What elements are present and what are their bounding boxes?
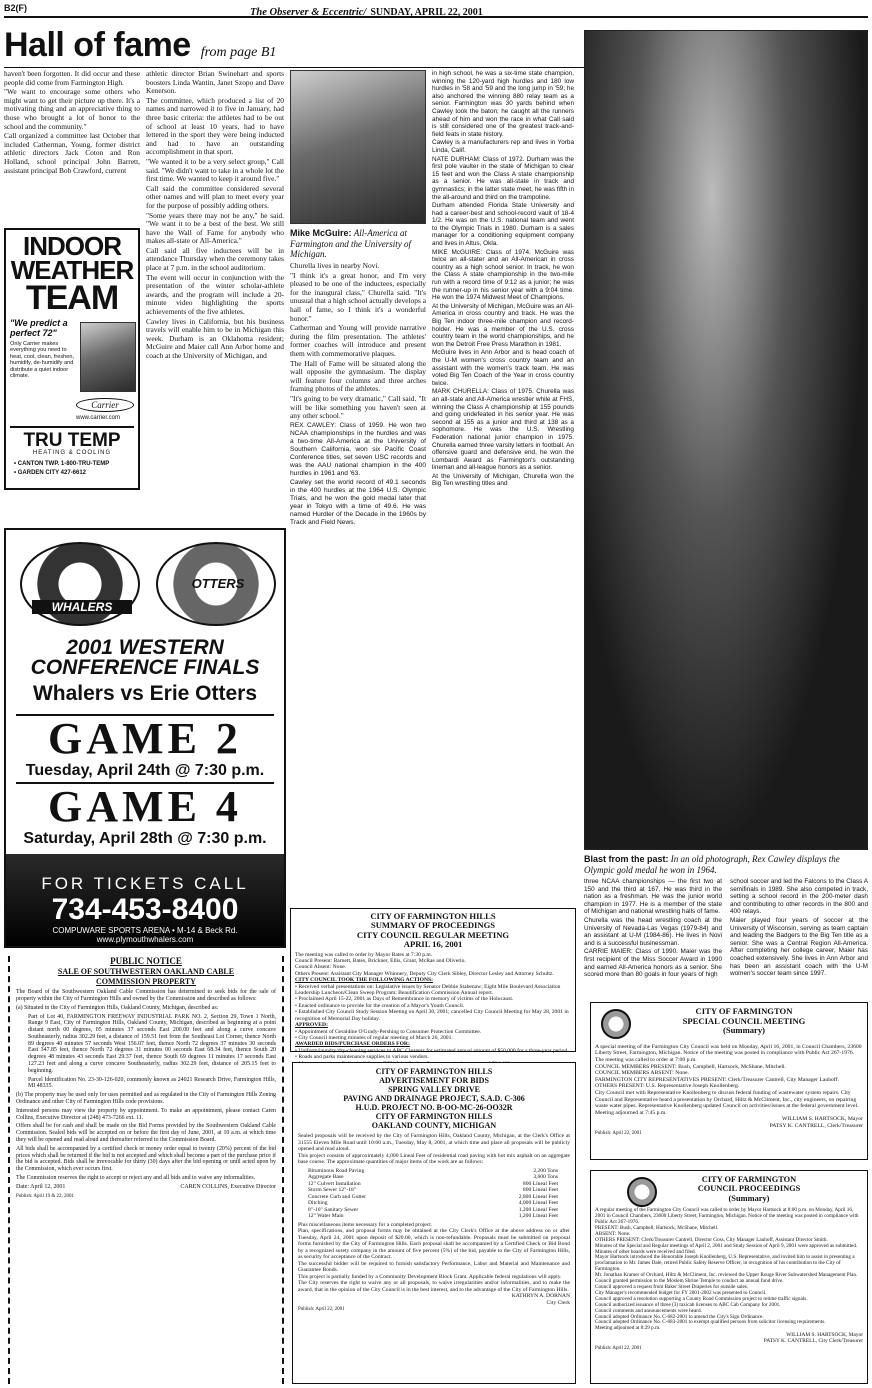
publish-date: Publish: April 19 & 22, 2001 xyxy=(16,1193,75,1199)
mcguire-photo xyxy=(290,70,426,224)
notice-line: Council Present: Barnett, Bates, Brickner, Ellis, Grant, McRae and Oliverio. xyxy=(295,958,466,965)
notice-title xyxy=(625,1007,863,1036)
notice-line: Minutes of other boards were received and filed. xyxy=(595,1248,696,1255)
notice-line: PRESENT: Bush, Campbell, Hartsock, McShane, Mitchell. xyxy=(595,1224,719,1231)
notice-body xyxy=(595,1044,863,1117)
ad-website[interactable]: www.plymouthwhalers.com xyxy=(96,935,194,944)
tickets-phone[interactable]: 734-453-8400 xyxy=(51,893,239,926)
publish-date: Publish: April 22, 2001 xyxy=(298,1307,345,1312)
paragraph: three NCAA championships — the first two at 150 and the third at 167. He was third in the nation as a freshman. He was the junior world champion in 1977. He is a member of the state of Michigan and national wrestling halls of fame. xyxy=(584,878,722,916)
mcguire-caption xyxy=(290,228,426,260)
notice-line: CITY COUNCIL TOOK THE FOLLOWING ACTIONS: xyxy=(295,977,433,984)
notice-line: The meeting was called to order at 7:00 p.m. xyxy=(595,1056,697,1063)
notice-line: Interested persons may view the property by appointment. To make an appointment, please contact Caren Collins, Executive Director at (248) 473-7266 ext. 11. xyxy=(16,1107,276,1121)
bids-advertisement-notice xyxy=(292,1062,576,1384)
notice-line: Council approved a resolution supporting a County Road Commission project to retime traffic signals. xyxy=(595,1295,808,1302)
whalers-ad[interactable] xyxy=(4,528,286,948)
paragraph: MIKE McGUIRE: Class of 1974. McGuire was twice an all-stater and an All-American in cross country as a high school senior. In track, he won the Class A state championship in the two-mile run with a record time of 9:12 as a junior; he was the runner-up in his senior year with a 9:04 time. He won the 1974 Midwest Meet of Champions. xyxy=(432,248,574,302)
notice-title-line: SPRING VALLEY DRIVE xyxy=(388,1085,480,1094)
story-column-5 xyxy=(584,878,722,980)
ad-address: • CANTON TWP. 1-800-TRU-TEMP xyxy=(14,461,110,467)
game-2-banner xyxy=(16,714,274,780)
quantity-item: 8"-10" Sanitary Sewer xyxy=(308,1206,359,1213)
notice-line: Council adopted Ordinance No. C-682-2001 to amend the City's Sign Ordinance. xyxy=(595,1313,764,1320)
notice-line: (a) Situated in the City of Farmington Hills, Oakland County, Michigan, described as: xyxy=(16,1004,219,1011)
ticket-panel[interactable] xyxy=(6,854,284,946)
quantity-value: 1,200 Lineal Feet xyxy=(518,1213,558,1219)
game-2-date: Tuesday, April 24th @ 7:30 p.m. xyxy=(25,762,265,779)
paragraph: Call said all five inductees will be in attendance Thursday when the ceremony takes place at 7 p.m. in the school auditorium. xyxy=(146,245,284,273)
tickets-label: FOR TICKETS CALL xyxy=(41,874,249,893)
paragraph: REX CAWLEY: Class of 1959. He won two NCAA championships in the hurdles and was a two-time All-America at the University of Southern California, won six Pacific Coast Conference titles, set seven USC records and was the AAU national champion in the 400 hurdles in 1961 and '63. xyxy=(290,421,426,477)
game-4-banner xyxy=(16,782,274,848)
paragraph: The Hall of Fame will be situated along the wall opposite the gymnasium. The display will feature four columns and three arches framing photos of the athletes. xyxy=(290,358,426,394)
notice-line: The meeting was called to order by Mayor Bates at 7:30 p.m. xyxy=(295,951,433,958)
cable-commission-public-notice xyxy=(8,956,284,1384)
ad-heading-line: 2001 WESTERN xyxy=(66,636,224,659)
notice-line: ABSENT: None. xyxy=(595,1230,631,1237)
notice-line: Others Present: Assistant City Manager Whinnery, Deputy City Clerk Sibley, Director Lesley and Attorney Schultz. xyxy=(295,970,554,977)
paragraph: The committee, which produced a list of 20 names and narrowed it to five in January, had three basic criteria: the athletes had to be out of school at least 10 years, had to have lettered in the sport they were being inducted and had to have an outstanding accomplishment in that sport. xyxy=(146,95,284,157)
signature-line: City Clerk xyxy=(546,1299,570,1306)
signature-line: KATHRYN A. DORNAN xyxy=(511,1293,570,1299)
paragraph: NATE DURHAM: Class of 1972. Durham was the first pole vaulter in the state of Michigan to clear 15 feet and won the Class A state championship as a senior. He was all-state in track and gymnastics; in the latter state meet, he was fifth in the all-around and third on the trampoline. xyxy=(432,155,574,201)
city-seal-icon xyxy=(601,1009,631,1039)
story-column-1 xyxy=(4,70,140,176)
notice-title-line: CITY OF FARMINGTON HILLS xyxy=(370,911,496,921)
notice-date: Date: April 12, 2001 xyxy=(16,1183,66,1190)
quantity-item: 12" Culvert Installation xyxy=(308,1180,361,1187)
game-4-title: GAME 4 xyxy=(48,782,242,831)
notice-line: A special meeting of the Farmington City Council was held on Monday, April 16, 2001, in Council Chambers, 23600 Liberty Street, Farmington, Michigan. Notice of the meeting was posted in compliance with Public Act 267-1976. xyxy=(595,1043,862,1057)
paragraph: At the University of Michigan, Churella won the Big Ten wrestling titles and xyxy=(432,472,574,488)
notice-line: This project is partially funded by a Community Development Block Grant. Applicable federal regulations will apply. xyxy=(298,1273,562,1280)
quantity-item: 12" Water Main xyxy=(308,1213,344,1219)
notice-title-line: (Summary) xyxy=(728,1193,770,1203)
fh-council-summary-notice xyxy=(290,908,576,1061)
notice-footer xyxy=(16,1184,276,1193)
ad-url[interactable]: www.carrier.com xyxy=(76,415,121,421)
notice-line: • Roads and parks maintenance supplies to various vendors. xyxy=(295,1054,429,1061)
arena-name: COMPUWARE SPORTS ARENA • M-14 & Beck Rd. xyxy=(52,926,238,935)
cawley-caption xyxy=(584,854,868,875)
paragraph: Durham attended Florida State University and had a career-best and school-record vault of 18-4 1/2. He was on the U.S. national team and went to the Olympic Trials in 1980. Durham is a sales manager for a conditioning equipment company and lives in Altus, Okla. xyxy=(432,202,574,248)
notice-signature xyxy=(595,1332,863,1344)
notice-line: (b) The property may be used only for uses permitted and as regulated in the City of Farmington Hills Zoning Ordinance and other City of Farmington Hills code provisions. xyxy=(16,1092,276,1106)
notice-title xyxy=(635,1175,863,1203)
notice-signature xyxy=(298,1293,570,1306)
ad-headline xyxy=(10,231,134,317)
notice-title-line: PAVING AND DRAINAGE PROJECT, S.A.D. C-306 xyxy=(343,1094,525,1103)
notice-line: Meeting adjourned at 7:45 p.m. xyxy=(595,1109,667,1116)
notice-line: The City reserves the right to waive any or all proposals, to waive irregularities and/or informalities, and to make the award, that in the opinion of the City Council is in the best interest, and to the advantage of the City of Farmington Hills. xyxy=(298,1280,570,1293)
notice-title-line: SPECIAL COUNCIL MEETING xyxy=(682,1015,806,1026)
notice-title-line: OAKLAND COUNTY, MICHIGAN xyxy=(371,1121,497,1130)
ad-heading xyxy=(6,638,284,678)
notice-body xyxy=(16,989,276,1182)
quantity-row xyxy=(308,1213,558,1220)
notice-line: COUNCIL MEMBERS PRESENT: Bush, Campbell, Hartsock, McShane, Mitchell. xyxy=(595,1063,786,1070)
notice-title-line: APRIL 16, 2001 xyxy=(403,939,463,950)
caption-text: In an old photograph, Rex Cawley displays the Olympic gold medal he won in 1964. xyxy=(584,854,840,875)
paragraph: Churella was the head wrestling coach at the University of Nevada-Las Vegas (1979-84) and an assistant at U-M (1984-86). He lives in Novi and is a successful businessman. xyxy=(584,916,722,947)
story-column-6 xyxy=(730,878,868,979)
paragraph: CARRIE MAIER: Class of 1990. Maier was the first recipient of the Miss Soccer Award in 1990 and earned All-America honors as a senior. She scored more than 80 goals in four years of high xyxy=(584,948,722,979)
quantity-item: Bituminous Road Paving xyxy=(308,1167,365,1174)
ad-headline-line: WEATHER xyxy=(10,255,134,285)
headline xyxy=(4,26,584,68)
signature-line: PATSY K. CANTRELL, Clerk/Treasurer xyxy=(769,1122,863,1129)
notice-title-line: CITY OF FARMINGTON xyxy=(701,1175,797,1184)
notice-line: COUNCIL MEMBERS ABSENT: None. xyxy=(595,1070,689,1077)
paragraph: athletic director Brian Swinehart and sports boosters Linda Wantin, Janet Szopo and Dave Kenerson. xyxy=(146,69,284,96)
truetemp-ad[interactable] xyxy=(4,228,140,490)
notice-line: • Proclaimed April 15-22, 2001 as Days of Remembrance in memory of victims of the Holocaust. xyxy=(295,996,514,1003)
masthead xyxy=(4,2,868,18)
carrier-logo xyxy=(76,398,134,412)
whalers-logo xyxy=(20,542,140,626)
quantity-item: Aggregate Base xyxy=(308,1174,344,1180)
notice-body xyxy=(298,1133,570,1293)
page-folio: B2(F) xyxy=(4,3,27,13)
quantity-item: Storm Sewer 12"-18" xyxy=(308,1187,357,1193)
publish-date: Publish: April 22, 2001 xyxy=(595,1345,642,1351)
trutemp-logo: TRU TEMP xyxy=(10,426,134,452)
notice-line: Minutes of the Special and Regular meetings of April 2, 2001 and Study Session of April 9, 2001 were approved as submitted. xyxy=(595,1242,858,1249)
paragraph: McGuire lives in Ann Arbor and is head coach of the U-M women's cross country team and an assistant with the women's track team. He was voted Big Ten Coach of the Year in cross country twice. xyxy=(432,349,574,387)
headline-jump: from page B1 xyxy=(200,45,277,60)
notice-title-line: SUMMARY OF PROCEEDINGS xyxy=(370,920,496,931)
farmington-council-proceedings-notice xyxy=(590,1170,868,1384)
paragraph: Maier played four years of soccer at the University of Wisconsin, serving as team captain and leading the Badgers to the Big Ten title as a senior. She was a Central Region All-America. After completing her college career, Maier has coached extensively. She lives in Ann Arbor and has been an assistant coach with the U-M women's soccer team since 1997. xyxy=(730,916,868,978)
notice-line: Mayor Hartsock introduced the Honorable Joseph Knollenberg, U.S. Representative, and invited him to assist in presenting a proclamation to Mr. James Dale, retired Public Safety Reserve Officer, in recognition of his contribution to the City of Farmington. xyxy=(595,1254,855,1273)
notice-line: Meeting adjourned at 8:29 p.m. xyxy=(595,1325,661,1332)
otters-logo-text: OTTERS xyxy=(191,576,245,591)
paragraph: At the University of Michigan, McGuire was an All-America in cross country and track. He was the Big Ten indoor three-mile champion and record-holder. He was a member of the U.S. cross country team in the world championships, and he won the Detroit Free Press Marathon in 1981. xyxy=(432,302,574,348)
notice-line: • Established City Council Study Session Meeting on April 30, 2001; cancelled City Council Meeting for May 28, 2001 in recognition of Memorial Day holiday. xyxy=(295,1009,569,1022)
paper-name: The Observer & Eccentric/ xyxy=(250,7,367,18)
notice-line: Sealed proposals will be received by the City of Farmington Hills, Oakland County, Michigan, at the Clerk's Office at 31555 Eleven Mile Road until 10:00 a.m., Tuesday, May 8, 2001, at which time and place all proposals will be publicly opened and read aloud. xyxy=(298,1133,570,1152)
story-column-2 xyxy=(146,70,284,362)
carrier-logo-text: Carrier xyxy=(91,400,119,410)
notice-line: • Received verbal presentations on: Legislative issues by Senator Debbie Stabenaw; Eight Mile Boulevard Association Leadership Luncheon/Clean Sweep Program; Beautification Commission Annual report. xyxy=(295,983,561,997)
notice-line: The Board of the Southwestern Oakland Cable Commission has determined to seek bids for the sale of property within the City of Farmington Hills and owned by the Commission and described as follows: xyxy=(16,989,276,1002)
notice-line: Council authorized issuance of three (3) taxicab licenses to ABC Cab Company for 2001. xyxy=(595,1301,781,1308)
city-seal-icon xyxy=(627,1177,657,1207)
notice-line: • Uniform/laundry/dry-cleaning services to ABC Cleaners for estimated annual amount of $50,000 for a three-year period. xyxy=(295,1047,569,1054)
paragraph: The event will occur in conjunction with the presentation of the winter scholar-athlete awards, and the program will include a 20-minute video highlighting the sports achievements of the five athletes. xyxy=(146,272,284,317)
signature-line: PATSY K. CANTRELL, City Clerk/Treasurer xyxy=(763,1338,863,1345)
notice-title xyxy=(295,912,571,950)
signature-line: CAREN COLLINS, Executive Director xyxy=(180,1183,276,1190)
notice-line: This project consists of approximately 4,000 Lineal Feet of residential road paving with hot mix asphalt on an aggregate base course. The approximate quantities of major items of the work are as follows: xyxy=(298,1152,570,1165)
quantity-item: Ditching xyxy=(308,1200,328,1206)
game-4-date: Saturday, April 28th @ 7:30 p.m. xyxy=(23,830,267,847)
caption-text: All-America at Farmington and the University of Michigan. xyxy=(290,228,411,259)
quantity-value: 4,000 Lineal Feet xyxy=(518,1200,558,1206)
notice-line: • City Council meeting minutes of regular meeting of March 26, 2001. xyxy=(295,1034,453,1041)
notice-line: Plus miscellaneous items necessary for a completed project. xyxy=(298,1221,433,1228)
notice-line: Mr. Jonathan Kramer of Orchard, Hiltz & McCliment, Inc. reviewed the Upper Rouge River Subwatershed Management Plan. xyxy=(595,1272,858,1279)
paper-dateline xyxy=(250,2,483,20)
paragraph: Cawley set the world record of 49.1 seconds in the 400 hurdles at the 1964 U.S. Olympic Trials, and he won the gold medal later that year in Tokyo with a time of 49.6. He was named Hurdler of the Decade in the 1960s by Track and Field News. xyxy=(290,478,426,526)
notice-line: Part of Lot 40, FARMINGTON FREEWAY INDUSTRIAL PARK NO. 2, Section 29, Town 1 North, Range 9 East, City of Farmington Hills, Oakland County, Michigan, described as beginning at a point distant north 00 degrees, 05 minutes 37 seconds East 200.00 feet and along a curve concave Southeasterly, radius 302.29 feet, a distance of 159.51 feet from the Southeast Lot Corner, thence North 89 degrees 40 minutes 57 seconds West 156.07 feet, thence North 72 degrees 37 minutes 30 seconds East 347.85 feet, thence North 72 degrees 31 minutes 00 seconds East 68.34 feet, thence South 20 degrees 48 minutes 43 seconds East 29.37 feet, thence South 69 degrees 11 minutes 17 seconds East 127.23 feet and along a curve concave Southeasterly, radius 302.29 feet, distance of 205.15 feet to beginning. xyxy=(28,1013,276,1074)
signature-line: WILLIAM S. HARTSOCK, Mayor xyxy=(781,1116,863,1123)
notice-line: Council comments and announcements were heard. xyxy=(595,1307,702,1314)
notice-title-line: CITY OF FARMINGTON xyxy=(695,1006,793,1016)
publish-date: Publish: April 22, 2001 xyxy=(595,1130,642,1136)
notice-body xyxy=(295,952,571,1067)
notice-line: Council granted permission to the Moslem Shrine Temple to conduct an annual fund drive. xyxy=(595,1278,784,1285)
notice-title-line: CITY OF FARMINGTON HILLS xyxy=(375,1112,493,1121)
notice-line: Plan, specifications, and proposal forms may be obtained at the City Clerk's Office at the above address on or after Tuesday, April 24, 2001 upon deposit of $20.00, which is non-refundable. Proposals must be submitted on proposal forms furnished by the City of Farmington Hills. Each proposal shall be accompanied by a Certified Check or Bid Bond by a recognized surety company in the amount of five percent (5%) of the bid, payable to the City of Farmington Hills, as security for acceptance of the Contract. xyxy=(298,1228,570,1260)
notice-title-line: ADVERTISEMENT FOR BIDS xyxy=(379,1076,489,1085)
notice-title-line: COUNCIL PROCEEDINGS xyxy=(697,1184,801,1194)
ad-address: • GARDEN CITY 427-6612 xyxy=(14,470,87,476)
otters-logo xyxy=(156,542,276,626)
ad-heading-line: CONFERENCE FINALS xyxy=(30,656,260,679)
paragraph: Cawley lives in California, but his business travels will enable him to be in Michigan this week. Durham is an Oklahoma resident; McGuire and Maier call Ann Arbor home and coach at the University of Michigan, and xyxy=(146,316,284,360)
paragraph: MARK CHURELLA: Class of 1975. Churella was an all-state and All-America wrestler while at FHS, winning the Class A championship at 155 pounds and going undefeated in his senior year. He was second at 155 as a junior and third at 138 as a sophomore. He was the U.S. Wrestling Federation national junior champion in 1975. Churella earned three varsity letters in football. An offensive guard and defensive end, he won the Lombardi Award as Farmington's outstanding lineman and all-league honors as a senior. xyxy=(432,388,574,472)
story-column-4 xyxy=(432,70,574,489)
paragraph: Catherman and Young will provide narrative during the film presentation. The athletes' former coaches will introduce and present them with commemorative plaques. xyxy=(290,323,426,358)
notice-line: City Council met with Representative Knollenberg to discuss federal funding of wastewater system repairs. City Council and Representative heard a presentation by Orchard, Hiltz & McCliment, Inc., city engineers, on repairing waste water pipes. Representative Knollenberg updated Council on activities/issues at the federal government level. xyxy=(595,1089,859,1110)
notice-line: Parcel Identification No. 23-30-126-020, commonly known as 24021 Research Drive, Farmington Hills, MI 48335. xyxy=(28,1076,276,1090)
notice-subtitle-line: SALE OF SOUTHWESTERN OAKLAND CABLE xyxy=(57,967,235,977)
paragraph: Churella lives in nearby Novi. xyxy=(290,261,380,270)
air-conditioner-image xyxy=(80,322,136,392)
paragraph: in high school, he was a six-time state champion, winning the 120-yard high hurdles and 180 low hurdles in '58 and '59 and the long jump in '59; he also anchored the winning 880 relay team as a senior. Farmington was 30 yards behind when Cawley took the baton; he caught all the runners ahead of him and won the race in what Call said is still considered one of the greatest track-and-field feats in state history. xyxy=(432,70,574,138)
notice-line: Offers shall be for cash and shall be made on the Bid Forms provided by the Southwestern Oakland Cable Commission. Sealed bids will be accepted on or before the first day of June, 2001, at 10 a.m. at which time they will be opened and read aloud and thereafter referred to the Commission Board. xyxy=(16,1123,276,1144)
paragraph: "Some years there may not be any," he said. "We want it to be a best of the best. We still have the Wall of Fame for anybody who makes all-state or All-America." xyxy=(146,210,284,246)
notice-line: Council adopted Ordinance No. C-683-2001 to exempt qualified persons from solicitor licensing requirements. xyxy=(595,1319,826,1326)
issue-date: SUNDAY, APRIL 22, 2001 xyxy=(370,7,483,18)
farmington-special-meeting-notice xyxy=(590,1002,868,1160)
notice-line: • Enacted ordinance to provide for the creation of a Mayor's Youth Council. xyxy=(295,1002,465,1009)
notice-line: A regular meeting of the Farmington City Council was called to order by Mayor Hartsock at 8:00 p.m. on Monday, April 16, 2001 in Council Chambers, 23600 Liberty Street, Farmington, Michigan. Notice of the meeting was posted in compliance with Public Act 267-1976. xyxy=(595,1207,859,1226)
paragraph: "It's going to be very dramatic," Call said. "It will be like something you haven't seen at any other school." xyxy=(290,393,426,421)
paragraph: Call said the committee considered several other names and will plan to meet every year for the purpose of possibly adding others. xyxy=(146,183,284,210)
paragraph: Cawley is a manufacturers rep and lives in Yorba Linda, Calif. xyxy=(432,139,574,154)
notice-line: • Appointment of Geraldine O'Grady-Pershing to Consumer Protection Committee. xyxy=(295,1028,482,1035)
quantity-value: 800 Lineal Feet xyxy=(522,1180,558,1187)
notice-title-line: CITY COUNCIL REGULAR MEETING xyxy=(356,929,510,940)
notice-subtitle-line: COMMISSION PROPERTY xyxy=(96,976,196,986)
notice-line: The successful bidder will be required to furnish satisfactory Performance, Labor and Material and Maintenance and Guarantee Bonds. xyxy=(298,1260,570,1273)
ad-body: Only Carrier makes everything you need to heat, cool, clean, freshen, humidify, de-humidify and distribute a quiet indoor climate. xyxy=(10,341,75,380)
paragraph: "We want to encourage some others who might want to get their picture up there. It's a motivating thing and an appreciative thing to those who brought a lot of honor to the school and the community." xyxy=(4,87,140,131)
notice-line: Council approved a request from Baker Street Draperies for outside sales. xyxy=(595,1284,749,1290)
ad-slogan: "We predict a perfect 72" xyxy=(10,318,68,338)
notice-body xyxy=(595,1208,863,1332)
paragraph: Call organized a committee last October that included Catherman, Young, former district athletic directors Jack Coton and Ron Holland, school principal John Barrett, assistant principal Bob Crawford, current xyxy=(4,131,140,175)
notice-line: City Manager's recommended budget for FY 2001-2002 was presented to Council. xyxy=(595,1289,767,1296)
matchup: Whalers vs Erie Otters xyxy=(32,682,258,705)
ad-headline-line: INDOOR xyxy=(23,231,121,261)
quantity-value: 2,200 Tons xyxy=(533,1167,558,1174)
cawley-photo xyxy=(584,30,868,850)
notice-title xyxy=(298,1067,570,1130)
paragraph: haven't been forgotten. It did occur and these people did come from Farmington High. xyxy=(4,69,140,87)
whalers-logo-text: WHALERS xyxy=(32,600,132,614)
headline-title: Hall of fame xyxy=(4,26,191,64)
notice-line: OTHERS PRESENT: U.S. Representative Joseph Knollenberg. xyxy=(595,1083,740,1090)
quantities-table xyxy=(308,1168,558,1220)
paragraph: "I think it's a great honor, and I'm very pleased to be one of the inductees, especially for the inaugural class," Churella said. "It's unusual that a high school actually develops a hall of fame, so I think it's a wonderful honor." xyxy=(290,270,426,323)
notice-line: All bids shall be accompanied by a certified check or money order equal to twenty (20%) percent of the bid prices which shall be returned if the bid is not accepted and which shall become a part of the purchase price if the bid is accepted. Bids shall be irrevocable for thirty (30) days after the bid opening or until acted upon by the Commission, which ever occurs first. xyxy=(16,1145,276,1173)
notice-line: The Commission reserves the right to accept or reject any and all bids and to waive any informalities. xyxy=(16,1175,256,1182)
notice-subtitle xyxy=(16,967,276,986)
notice-signature xyxy=(595,1116,863,1129)
quantity-value: 2,800 Lineal Feet xyxy=(518,1193,558,1200)
notice-line: OTHERS PRESENT: Clerk/Treasurer Cantrell, Director Goss, City Manager Lauhoff, Assistant Director Smith. xyxy=(595,1236,828,1243)
paragraph: "We wanted it to be a very select group," Call said. "We didn't want to take in a whole lot the first time. We wanted to keep it around five." xyxy=(146,156,284,184)
quantity-value: 1,200 Lineal Feet xyxy=(518,1206,558,1213)
ad-headline-line: TEAM xyxy=(25,279,119,317)
notice-title-line: (Summary) xyxy=(722,1025,765,1036)
story-column-3 xyxy=(290,262,426,528)
notice-title: PUBLIC NOTICE xyxy=(110,956,182,966)
quantity-value: 3,600 Tons xyxy=(533,1174,558,1180)
quantity-value: 800 Lineal Feet xyxy=(522,1187,558,1193)
game-2-title: GAME 2 xyxy=(48,714,242,763)
caption-name: Blast from the past: xyxy=(584,854,669,864)
signature-line: WILLIAM S. HARTSOCK, Mayor xyxy=(786,1332,863,1339)
notice-line: APPROVED: xyxy=(295,1022,328,1029)
notice-line: FARMINGTON CITY REPRESENTATIVES PRESENT: Clerk/Treasurer Cantrell, City Manager Lauhoff. xyxy=(595,1076,840,1083)
caption-name: Mike McGuire: xyxy=(290,228,352,238)
notice-title-line: CITY OF FARMINGTON HILLS xyxy=(375,1067,493,1076)
paragraph: school soccer and led the Falcons to the Class A semifinals in 1989. She also competed in track, setting a school record in the 200-meter dash and contributing to other records in the 800 and 400 relays. xyxy=(730,878,868,916)
notice-line: AWARDED BIDS/PURCHASE ORDERS FOR: xyxy=(295,1041,410,1048)
notice-title-line: H.U.D. PROJECT NO. B-OO-MC-26-OO32R xyxy=(355,1103,513,1112)
quantity-item: Concrete Curb and Gutter xyxy=(308,1193,366,1200)
trutemp-sub: HEATING & COOLING xyxy=(32,450,112,456)
notice-line: Council Absent: None. xyxy=(295,964,347,971)
